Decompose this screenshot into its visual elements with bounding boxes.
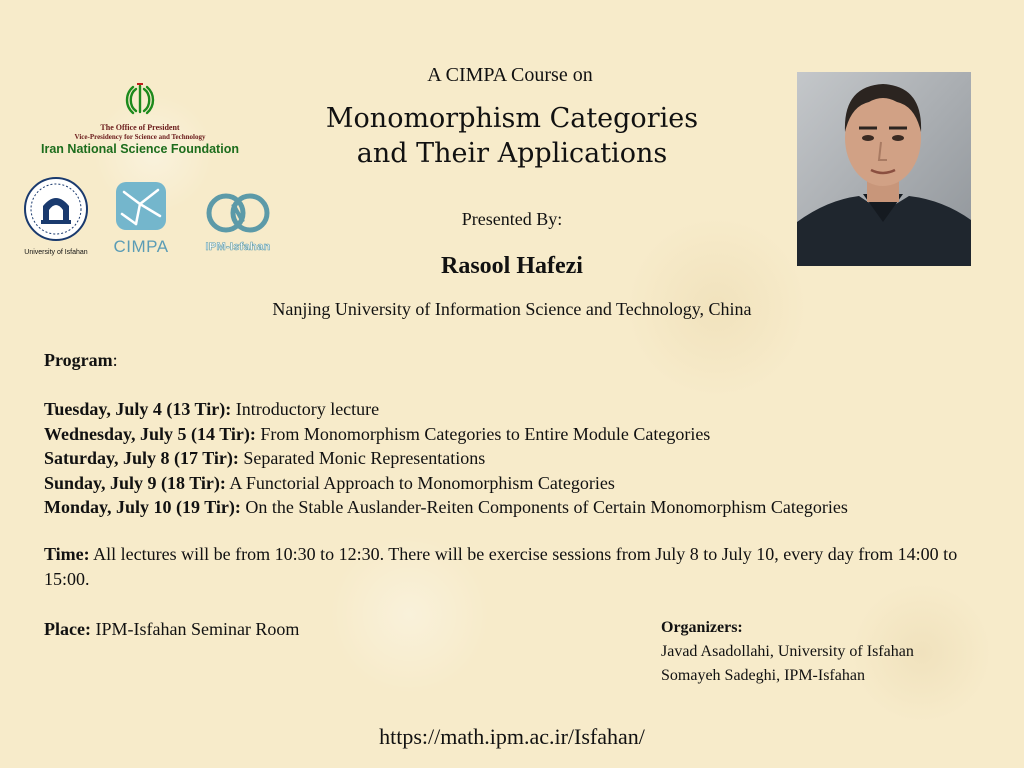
schedule-topic: Separated Monic Representations — [238, 448, 486, 468]
cimpa-logo — [106, 180, 176, 257]
university-seal-icon — [23, 176, 89, 242]
organizer-name: Javad Asadollahi, University of Isfahan — [661, 643, 914, 660]
schedule-day: Sunday, July 9 (18 Tir): — [44, 472, 226, 493]
speaker-affiliation: Nanjing University of Information Science and Technology, China — [272, 299, 752, 319]
program-colon: : — [112, 350, 118, 370]
university-of-isfahan-logo — [20, 176, 92, 256]
time-text: All lectures will be from 10:30 to 12:30. There will be exercise sessions from July 8 to July 10, every day from 14:00 to 15:00. — [44, 544, 958, 589]
speaker-name: Rasool Hafezi — [441, 253, 583, 279]
schedule-topic: A Functorial Approach to Monomorphism Categories — [225, 472, 615, 493]
insf-line-2: Vice-Presidency for Science and Technology — [74, 133, 206, 141]
course-line: A CIMPA Course on — [427, 64, 593, 86]
ipm-isfahan-logo — [192, 190, 284, 253]
schedule-day: Monday, July 10 (19 Tir): — [44, 497, 241, 517]
place-label: Place: — [44, 619, 91, 639]
speaker-photo — [797, 72, 971, 266]
time-info — [44, 542, 964, 591]
schedule-topic: Introductory lecture — [231, 399, 380, 419]
website-link[interactable]: https://math.ipm.ac.ir/Isfahan/ — [379, 724, 645, 749]
uoi-caption: University of Isfahan — [24, 249, 88, 256]
title-line-2: and Their Applications — [356, 138, 668, 169]
insf-line-3: Iran National Science Foundation — [41, 142, 239, 156]
presented-by-label: Presented By: — [461, 209, 563, 229]
list-item — [44, 397, 974, 422]
organizers-block — [661, 616, 1001, 688]
cimpa-mark-icon — [114, 180, 168, 232]
organizers-heading: Organizers: — [661, 619, 743, 636]
person-portrait-icon — [797, 72, 971, 266]
place-text: IPM-Isfahan Seminar Room — [90, 619, 300, 639]
cimpa-caption: CIMPA — [113, 237, 169, 256]
ipm-caption: IPM-Isfahan — [205, 241, 271, 253]
title-line-1: Monomorphism Categories — [325, 103, 699, 134]
program-label: Program — [44, 350, 113, 370]
list-item — [44, 422, 974, 447]
schedule-topic: On the Stable Auslander-Reiten Components of Certain Monomorphism Categories — [240, 497, 848, 517]
organizer-name: Somayeh Sadeghi, IPM-Isfahan — [661, 667, 865, 684]
ipm-rings-icon — [200, 190, 276, 236]
list-item — [44, 446, 974, 471]
program-heading — [44, 348, 974, 373]
list-item — [44, 495, 974, 520]
time-label: Time: — [44, 544, 90, 564]
insf-logo — [40, 82, 240, 157]
program-schedule — [44, 397, 974, 520]
list-item — [44, 471, 974, 496]
schedule-topic: From Monomorphism Categories to Entire Module Categories — [255, 423, 711, 444]
schedule-day: Saturday, July 8 (17 Tir): — [44, 448, 239, 468]
page-title — [300, 101, 724, 171]
insf-line-1: The Office of President — [100, 123, 180, 132]
iran-emblem-icon — [125, 82, 155, 116]
schedule-day: Wednesday, July 5 (14 Tir): — [44, 423, 256, 444]
schedule-day: Tuesday, July 4 (13 Tir): — [44, 399, 232, 419]
